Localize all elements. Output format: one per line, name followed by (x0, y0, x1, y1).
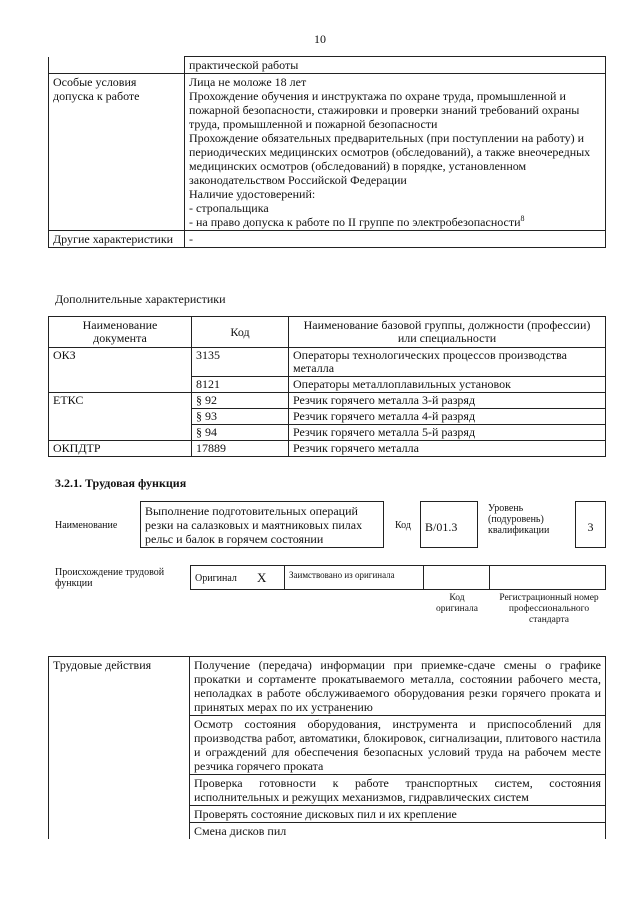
labor-action-item: Получение (передача) информации при приемке-сдаче смены о графике прокатки и сортаменте прокатываемого металла, состоянии рабочего места, неполадках в работе обслуживаемого оборудования резки горячего проката и принятых мерах по их устранению (190, 657, 606, 716)
footnote-mark: 8 (520, 214, 525, 223)
function-name-label: Наименование (55, 520, 118, 531)
admission-conditions-table (48, 56, 606, 248)
qualification-level-label: Уровень (подуровень) квалификации (488, 503, 550, 536)
labor-function-heading: 3.2.1. Трудовая функция (55, 476, 187, 490)
labor-actions-table (48, 656, 606, 839)
code-cell: 8121 (192, 377, 289, 393)
name-cell: Резчик горячего металла 3-й разряд (289, 393, 606, 409)
labor-action-item: Смена дисков пил (190, 823, 606, 840)
column-header: Наименование базовой группы, должности (профессии) или специальности (289, 317, 606, 348)
table-row (49, 74, 606, 231)
column-header: Наименование документа (49, 317, 192, 348)
column-header: Код (192, 317, 289, 348)
doc-cell: ЕТКС (49, 393, 192, 409)
reg-number-box (489, 565, 606, 590)
labor-action-item: Проверять состояние дисковых пил и их крепление (190, 806, 606, 823)
code-cell: 17889 (192, 441, 289, 457)
doc-cell: ОКПДТР (49, 441, 192, 457)
function-name-value: Выполнение подготовительных операций резки на салазковых и маятниковых пилах рельс и балок в горячем состоянии (145, 504, 363, 546)
special-conditions-value (185, 74, 606, 231)
table-row (49, 348, 606, 377)
name-cell: Операторы металлоплавильных установок (289, 377, 606, 393)
code-original-box (423, 565, 490, 590)
code-cell: § 92 (192, 393, 289, 409)
condition-line: Лица не моложе 18 лет (189, 75, 307, 89)
name-cell: Резчик горячего металла 5-й разряд (289, 425, 606, 441)
additional-characteristics-title: Дополнительные характеристики (55, 292, 226, 306)
code-value: В/01.3 (425, 520, 458, 534)
code-label: Код (395, 520, 411, 531)
condition-line: - на право допуска к работе по II группе по электробезопасности (189, 215, 521, 229)
code-box (420, 501, 478, 548)
practical-work-cell: практической работы (185, 57, 606, 74)
original-box (190, 565, 285, 590)
additional-characteristics-table (48, 316, 606, 457)
labor-actions-label: Трудовые действия (49, 657, 190, 840)
other-characteristics-value: - (185, 231, 606, 248)
table-row (49, 393, 606, 409)
table-row (49, 425, 606, 441)
borrowed-label: Заимствовано из оригинала (289, 570, 395, 580)
table-header-row (49, 317, 606, 348)
doc-cell: ОКЗ (49, 348, 192, 377)
table-row (49, 409, 606, 425)
table-row (49, 441, 606, 457)
name-cell: Резчик горячего металла 4-й разряд (289, 409, 606, 425)
condition-line: Прохождение обучения и инструктажа по охране труда, промышленной и пожарной безопасности, стажировки и проверки знаний требований охраны труда, промышленной и пожарной безопасности (189, 89, 580, 131)
origin-label: Происхождение трудовой функции (55, 567, 165, 589)
special-conditions-label: Особые условия допуска к работе (49, 74, 185, 231)
borrowed-box (284, 565, 424, 590)
code-cell: 3135 (192, 348, 289, 377)
level-value: 3 (587, 520, 594, 534)
other-characteristics-label: Другие характеристики (49, 231, 185, 248)
doc-cell (49, 377, 192, 393)
labor-action-item: Проверка готовности к работе транспортных систем, состояния исполнительных и режущих механизмов, гидравлических систем (190, 775, 606, 806)
original-label: Оригинал (195, 573, 237, 584)
original-mark: X (257, 570, 267, 585)
code-cell: § 94 (192, 425, 289, 441)
level-box (575, 501, 606, 548)
function-name-box (140, 501, 384, 548)
name-cell: Операторы технологических процессов производства металла (289, 348, 606, 377)
labor-action-item: Осмотр состояния оборудования, инструмента и приспособлений для производства работ, автоматики, блокировок, сигнализации, плитового настила и ограждений для обеспечения безопасных условий труда на рабочем месте резчика горячего проката (190, 716, 606, 775)
reg-number-caption: Регистрационный номер профессионального стандарта (499, 593, 599, 625)
table-row (49, 57, 606, 74)
condition-line: Прохождение обязательных предварительных (при поступлении на работу) и периодических медицинских осмотров (обследований), а также внеочередных медицинских осмотров (обследований) в порядке, установленном законодательством Российской Федерации (189, 131, 591, 187)
page-number: 10 (314, 32, 326, 46)
name-cell: Резчик горячего металла (289, 441, 606, 457)
condition-line: Наличие удостоверений: (189, 187, 316, 201)
doc-cell (49, 409, 192, 425)
code-cell: § 93 (192, 409, 289, 425)
table-row (49, 231, 606, 248)
doc-cell (49, 425, 192, 441)
table-row (49, 377, 606, 393)
condition-line: - стропальщика (189, 201, 269, 215)
code-original-caption: Код оригинала (436, 593, 478, 614)
table-row (49, 657, 606, 716)
